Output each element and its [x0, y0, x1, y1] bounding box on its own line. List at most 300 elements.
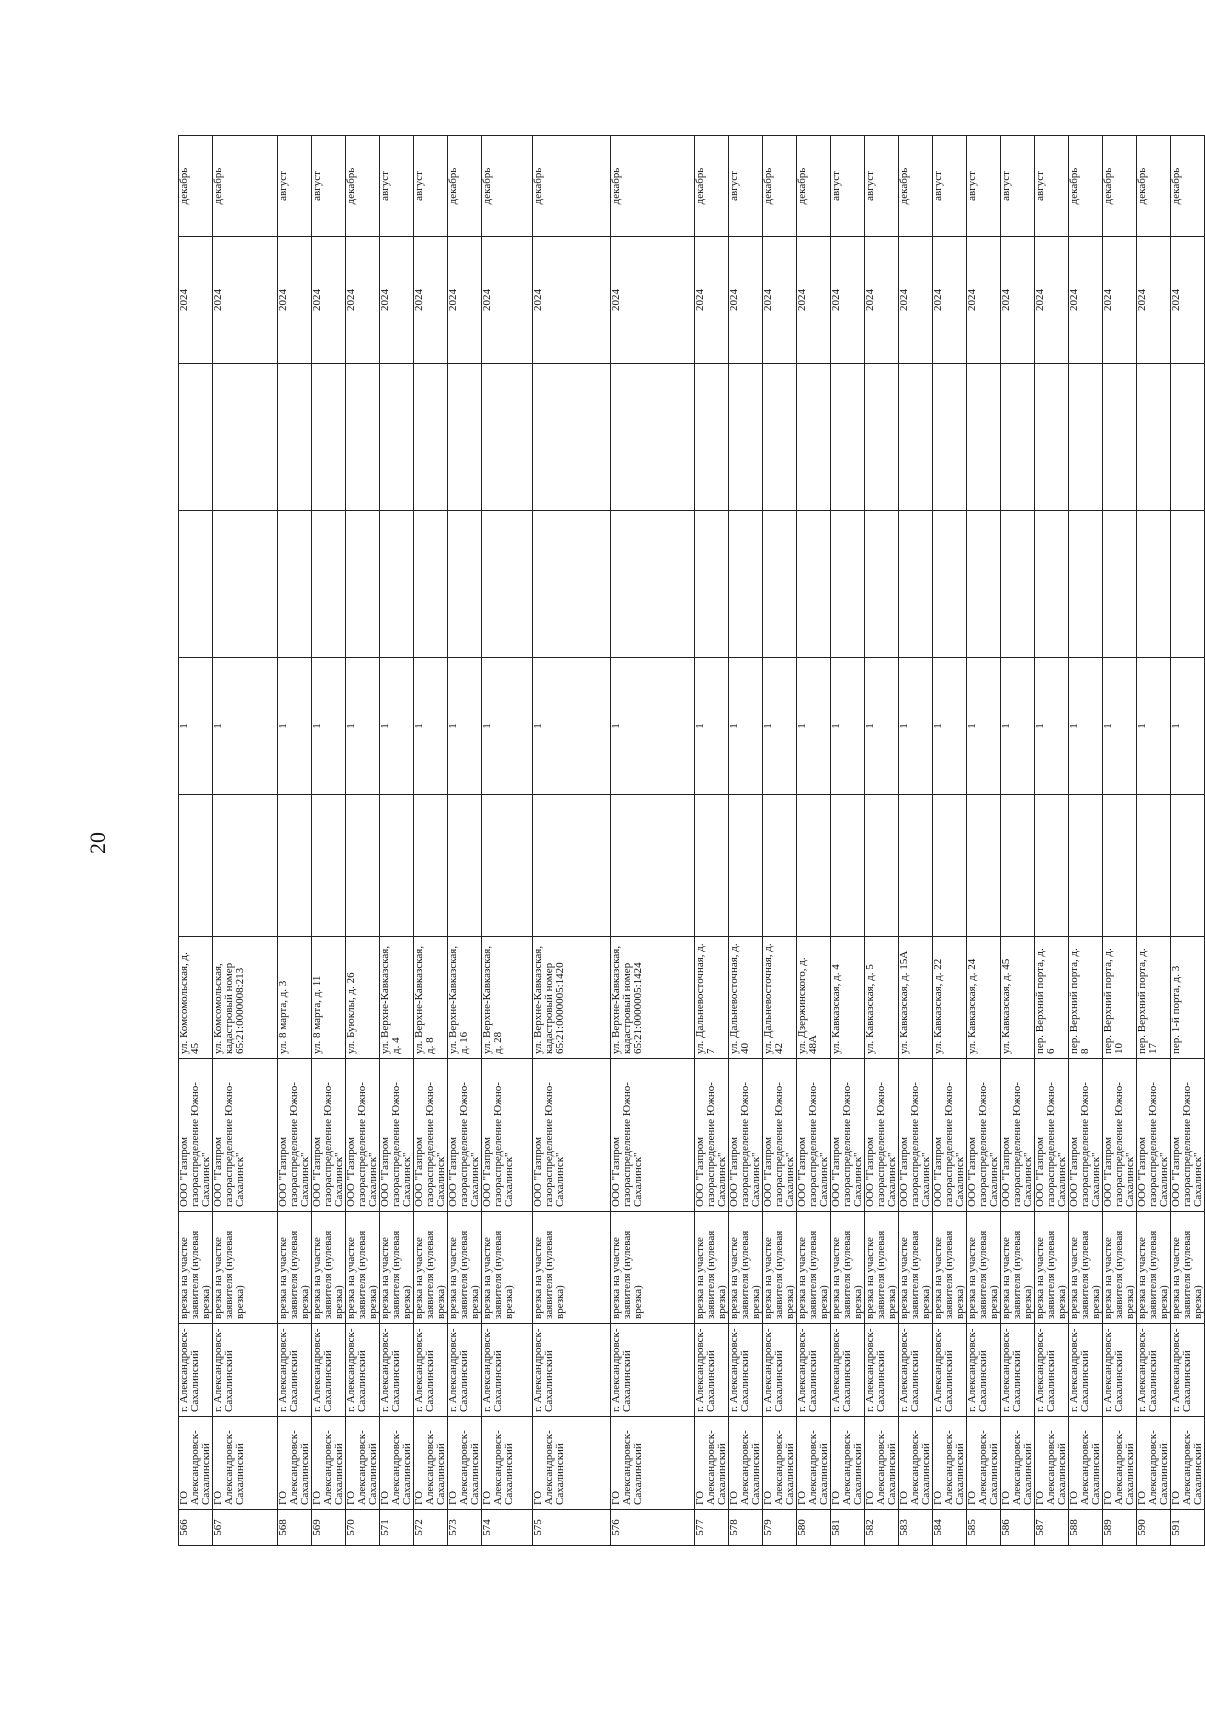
work-type-cell: врезка на участке заявителя (нулевая врезка) [277, 1212, 311, 1324]
row-number-cell: 586 [1001, 1510, 1035, 1546]
empty-cell-cell [277, 511, 311, 658]
empty-cell-cell [865, 511, 899, 658]
work-type-cell: врезка на участке заявителя (нулевая врезка) [695, 1212, 729, 1324]
work-type-cell: врезка на участке заявителя (нулевая врезка) [797, 1212, 831, 1324]
month-cell: декабрь [447, 136, 481, 237]
table-row [179, 136, 213, 1546]
quantity-cell: 1 [933, 658, 967, 795]
address-cell: пер. Верхний порта, д. 8 [1069, 937, 1103, 1059]
quantity-cell: 1 [533, 658, 611, 795]
address-cell: ул. Комсомольская, д. 45 [179, 937, 213, 1059]
empty-cell-cell [213, 795, 278, 937]
row-number-cell: 570 [345, 1510, 379, 1546]
year-cell: 2024 [533, 237, 611, 364]
quantity-cell: 1 [1069, 658, 1103, 795]
year-cell: 2024 [379, 237, 413, 364]
empty-cell-cell [379, 364, 413, 511]
work-type-cell: врезка на участке заявителя (нулевая врезка) [729, 1212, 763, 1324]
quantity-cell: 1 [763, 658, 797, 795]
municipal-district-cell: ГО Александровск-Сахалинский [1069, 1417, 1103, 1510]
row-number-cell: 569 [311, 1510, 345, 1546]
empty-cell-cell [1069, 511, 1103, 658]
address-cell: ул. 8 марта, д. 11 [311, 937, 345, 1059]
row-number-cell: 578 [729, 1510, 763, 1546]
table-row [967, 136, 1001, 1546]
municipal-district-cell: ГО Александровск-Сахалинский [797, 1417, 831, 1510]
empty-cell-cell [1035, 795, 1069, 937]
empty-cell-cell [933, 511, 967, 658]
table-row [763, 136, 797, 1546]
quantity-cell: 1 [865, 658, 899, 795]
table-row [865, 136, 899, 1546]
organization-cell: ООО "Газпром газораспределение Южно-Сахалинск" [865, 1059, 899, 1212]
work-type-cell: врезка на участке заявителя (нулевая врезка) [413, 1212, 447, 1324]
month-cell: декабрь [533, 136, 611, 237]
empty-cell-cell [311, 364, 345, 511]
row-number-cell: 583 [899, 1510, 933, 1546]
empty-cell-cell [899, 511, 933, 658]
organization-cell: ООО "Газпром газораспределение Южно-Сахалинск" [1171, 1059, 1205, 1212]
empty-cell-cell [797, 795, 831, 937]
table-row [899, 136, 933, 1546]
settlement-cell: г. Александровск-Сахалинский [695, 1324, 729, 1417]
settlement-cell: г. Александровск-Сахалинский [213, 1324, 278, 1417]
municipal-district-cell: ГО Александровск-Сахалинский [447, 1417, 481, 1510]
year-cell: 2024 [345, 237, 379, 364]
quantity-cell: 1 [1103, 658, 1137, 795]
empty-cell-cell [865, 364, 899, 511]
work-type-cell: врезка на участке заявителя (нулевая врезка) [933, 1212, 967, 1324]
empty-cell-cell [933, 795, 967, 937]
year-cell: 2024 [831, 237, 865, 364]
municipal-district-cell: ГО Александровск-Сахалинский [345, 1417, 379, 1510]
address-cell: пер. Верхний порта, д. 17 [1137, 937, 1171, 1059]
table-row [695, 136, 729, 1546]
empty-cell-cell [1171, 511, 1205, 658]
organization-cell: ООО "Газпром газораспределение Южно-Сахалинск" [933, 1059, 967, 1212]
year-cell: 2024 [865, 237, 899, 364]
settlement-cell: г. Александровск-Сахалинский [1137, 1324, 1171, 1417]
work-type-cell: врезка на участке заявителя (нулевая врезка) [611, 1212, 695, 1324]
municipal-district-cell: ГО Александровск-Сахалинский [1035, 1417, 1069, 1510]
settlement-cell: г. Александровск-Сахалинский [933, 1324, 967, 1417]
year-cell: 2024 [611, 237, 695, 364]
municipal-district-cell: ГО Александровск-Сахалинский [933, 1417, 967, 1510]
month-cell: декабрь [763, 136, 797, 237]
empty-cell-cell [865, 795, 899, 937]
year-cell: 2024 [277, 237, 311, 364]
year-cell: 2024 [1103, 237, 1137, 364]
quantity-cell: 1 [345, 658, 379, 795]
empty-cell-cell [179, 511, 213, 658]
month-cell: декабрь [1103, 136, 1137, 237]
quantity-cell: 1 [413, 658, 447, 795]
work-type-cell: врезка на участке заявителя (нулевая врезка) [1069, 1212, 1103, 1324]
empty-cell-cell [213, 511, 278, 658]
year-cell: 2024 [1069, 237, 1103, 364]
month-cell: август [277, 136, 311, 237]
settlement-cell: г. Александровск-Сахалинский [481, 1324, 533, 1417]
month-cell: август [933, 136, 967, 237]
work-type-cell: врезка на участке заявителя (нулевая врезка) [865, 1212, 899, 1324]
empty-cell-cell [413, 795, 447, 937]
quantity-cell: 1 [481, 658, 533, 795]
municipal-district-cell: ГО Александровск-Сахалинский [763, 1417, 797, 1510]
table-row [1069, 136, 1103, 1546]
empty-cell-cell [1171, 364, 1205, 511]
empty-cell-cell [1137, 364, 1171, 511]
empty-cell-cell [413, 364, 447, 511]
work-type-cell: врезка на участке заявителя (нулевая врезка) [967, 1212, 1001, 1324]
empty-cell-cell [379, 511, 413, 658]
row-number-cell: 585 [967, 1510, 1001, 1546]
month-cell: август [379, 136, 413, 237]
row-number-cell: 566 [179, 1510, 213, 1546]
work-type-cell: врезка на участке заявителя (нулевая врезка) [179, 1212, 213, 1324]
work-type-cell: врезка на участке заявителя (нулевая врезка) [345, 1212, 379, 1324]
empty-cell-cell [179, 364, 213, 511]
empty-cell-cell [611, 795, 695, 937]
year-cell: 2024 [933, 237, 967, 364]
row-number-cell: 574 [481, 1510, 533, 1546]
page-number: 20 [85, 832, 110, 854]
empty-cell-cell [967, 364, 1001, 511]
municipal-district-cell: ГО Александровск-Сахалинский [967, 1417, 1001, 1510]
quantity-cell: 1 [277, 658, 311, 795]
organization-cell: ООО "Газпром газораспределение Южно-Сахалинск" [729, 1059, 763, 1212]
table-row [933, 136, 967, 1546]
empty-cell-cell [179, 795, 213, 937]
table-row [1103, 136, 1137, 1546]
month-cell: август [311, 136, 345, 237]
year-cell: 2024 [213, 237, 278, 364]
month-cell: август [865, 136, 899, 237]
empty-cell-cell [1069, 795, 1103, 937]
empty-cell-cell [311, 511, 345, 658]
row-number-cell: 587 [1035, 1510, 1069, 1546]
settlement-cell: г. Александровск-Сахалинский [1069, 1324, 1103, 1417]
municipal-district-cell: ГО Александровск-Сахалинский [1103, 1417, 1137, 1510]
settlement-cell: г. Александровск-Сахалинский [533, 1324, 611, 1417]
municipal-district-cell: ГО Александровск-Сахалинский [277, 1417, 311, 1510]
year-cell: 2024 [967, 237, 1001, 364]
empty-cell-cell [345, 511, 379, 658]
address-cell: ул. Верхне-Кавказская, д. 4 [379, 937, 413, 1059]
empty-cell-cell [345, 364, 379, 511]
table-row [379, 136, 413, 1546]
municipal-district-cell: ГО Александровск-Сахалинский [729, 1417, 763, 1510]
address-cell: ул. 8 марта, д. 3 [277, 937, 311, 1059]
year-cell: 2024 [481, 237, 533, 364]
empty-cell-cell [899, 364, 933, 511]
municipal-district-cell: ГО Александровск-Сахалинский [865, 1417, 899, 1510]
month-cell: декабрь [213, 136, 278, 237]
work-type-cell: врезка на участке заявителя (нулевая врезка) [1137, 1212, 1171, 1324]
municipal-district-cell: ГО Александровск-Сахалинский [831, 1417, 865, 1510]
empty-cell-cell [695, 511, 729, 658]
settlement-cell: г. Александровск-Сахалинский [797, 1324, 831, 1417]
empty-cell-cell [213, 364, 278, 511]
settlement-cell: г. Александровск-Сахалинский [379, 1324, 413, 1417]
address-cell: ул. Буюклы, д. 26 [345, 937, 379, 1059]
empty-cell-cell [729, 795, 763, 937]
table-body [179, 136, 1205, 1546]
empty-cell-cell [345, 795, 379, 937]
settlement-cell: г. Александровск-Сахалинский [899, 1324, 933, 1417]
organization-cell: ООО "Газпром газораспределение Южно-Сахалинск" [797, 1059, 831, 1212]
organization-cell: ООО "Газпром газораспределение Южно-Сахалинск" [277, 1059, 311, 1212]
settlement-cell: г. Александровск-Сахалинский [1171, 1324, 1205, 1417]
month-cell: декабрь [345, 136, 379, 237]
row-number-cell: 573 [447, 1510, 481, 1546]
table-row [213, 136, 278, 1546]
work-type-cell: врезка на участке заявителя (нулевая врезка) [1103, 1212, 1137, 1324]
table-row [1035, 136, 1069, 1546]
address-cell: ул. Дальневосточная, д. 40 [729, 937, 763, 1059]
organization-cell: ООО "Газпром газораспределение Южно-Сахалинск" [831, 1059, 865, 1212]
year-cell: 2024 [695, 237, 729, 364]
table-row [345, 136, 379, 1546]
settlement-cell: г. Александровск-Сахалинский [763, 1324, 797, 1417]
empty-cell-cell [899, 795, 933, 937]
empty-cell-cell [797, 511, 831, 658]
row-number-cell: 568 [277, 1510, 311, 1546]
empty-cell-cell [1137, 511, 1171, 658]
month-cell: декабрь [611, 136, 695, 237]
month-cell: август [967, 136, 1001, 237]
municipal-district-cell: ГО Александровск-Сахалинский [1171, 1417, 1205, 1510]
empty-cell-cell [933, 364, 967, 511]
year-cell: 2024 [413, 237, 447, 364]
row-number-cell: 588 [1069, 1510, 1103, 1546]
municipal-district-cell: ГО Александровск-Сахалинский [481, 1417, 533, 1510]
empty-cell-cell [1171, 795, 1205, 937]
row-number-cell: 590 [1137, 1510, 1171, 1546]
address-cell: ул. Кавказская, д. 4 [831, 937, 865, 1059]
municipal-district-cell: ГО Александровск-Сахалинский [533, 1417, 611, 1510]
row-number-cell: 591 [1171, 1510, 1205, 1546]
address-cell: ул. Кавказская, д. 15А [899, 937, 933, 1059]
organization-cell: ООО "Газпром газораспределение Южно-Сахалинск" [1137, 1059, 1171, 1212]
organization-cell: ООО "Газпром газораспределение Южно-Сахалинск" [1001, 1059, 1035, 1212]
empty-cell-cell [797, 364, 831, 511]
work-type-cell: врезка на участке заявителя (нулевая врезка) [447, 1212, 481, 1324]
organization-cell: ООО "Газпром газораспределение Южно-Сахалинск" [179, 1059, 213, 1212]
year-cell: 2024 [311, 237, 345, 364]
empty-cell-cell [729, 511, 763, 658]
address-cell: ул. Верхне-Кавказская, д. 28 [481, 937, 533, 1059]
municipal-district-cell: ГО Александровск-Сахалинский [695, 1417, 729, 1510]
quantity-cell: 1 [831, 658, 865, 795]
settlement-cell: г. Александровск-Сахалинский [277, 1324, 311, 1417]
municipal-district-cell: ГО Александровск-Сахалинский [213, 1417, 278, 1510]
organization-cell: ООО "Газпром газораспределение Южно-Сахалинск" [1035, 1059, 1069, 1212]
registry-table [178, 135, 1205, 1546]
table-row [533, 136, 611, 1546]
empty-cell-cell [967, 511, 1001, 658]
empty-cell-cell [1035, 511, 1069, 658]
quantity-cell: 1 [967, 658, 1001, 795]
address-cell: ул. Кавказская, д. 24 [967, 937, 1001, 1059]
year-cell: 2024 [1137, 237, 1171, 364]
empty-cell-cell [1035, 364, 1069, 511]
year-cell: 2024 [797, 237, 831, 364]
empty-cell-cell [481, 364, 533, 511]
empty-cell-cell [1069, 364, 1103, 511]
month-cell: август [413, 136, 447, 237]
address-cell: ул. Дзержинского, д. 48А [797, 937, 831, 1059]
address-cell: пер. Верхний порта, д. 6 [1035, 937, 1069, 1059]
empty-cell-cell [533, 795, 611, 937]
month-cell: декабрь [1069, 136, 1103, 237]
work-type-cell: врезка на участке заявителя (нулевая врезка) [1035, 1212, 1069, 1324]
month-cell: декабрь [899, 136, 933, 237]
organization-cell: ООО "Газпром газораспределение Южно-Сахалинск" [763, 1059, 797, 1212]
table-row [611, 136, 695, 1546]
empty-cell-cell [763, 795, 797, 937]
year-cell: 2024 [1035, 237, 1069, 364]
empty-cell-cell [831, 795, 865, 937]
settlement-cell: г. Александровск-Сахалинский [611, 1324, 695, 1417]
empty-cell-cell [447, 511, 481, 658]
organization-cell: ООО "Газпром газораспределение Южно-Сахалинск" [695, 1059, 729, 1212]
month-cell: август [729, 136, 763, 237]
empty-cell-cell [447, 795, 481, 937]
municipal-district-cell: ГО Александровск-Сахалинский [179, 1417, 213, 1510]
work-type-cell: врезка на участке заявителя (нулевая врезка) [213, 1212, 278, 1324]
organization-cell: ООО "Газпром газораспределение Южно-Сахалинск" [379, 1059, 413, 1212]
year-cell: 2024 [729, 237, 763, 364]
municipal-district-cell: ГО Александровск-Сахалинский [379, 1417, 413, 1510]
work-type-cell: врезка на участке заявителя (нулевая врезка) [831, 1212, 865, 1324]
year-cell: 2024 [179, 237, 213, 364]
address-cell: ул. Комсомольская, кадастровый номер 65:21:0000008:213 [213, 937, 278, 1059]
work-type-cell: врезка на участке заявителя (нулевая врезка) [1001, 1212, 1035, 1324]
row-number-cell: 584 [933, 1510, 967, 1546]
address-cell: ул. Кавказская, д. 22 [933, 937, 967, 1059]
row-number-cell: 579 [763, 1510, 797, 1546]
empty-cell-cell [1103, 511, 1137, 658]
settlement-cell: г. Александровск-Сахалинский [179, 1324, 213, 1417]
row-number-cell: 582 [865, 1510, 899, 1546]
empty-cell-cell [763, 364, 797, 511]
quantity-cell: 1 [729, 658, 763, 795]
empty-cell-cell [533, 511, 611, 658]
work-type-cell: врезка на участке заявителя (нулевая врезка) [481, 1212, 533, 1324]
quantity-cell: 1 [379, 658, 413, 795]
address-cell: ул. Кавказская, д. 5 [865, 937, 899, 1059]
empty-cell-cell [831, 364, 865, 511]
empty-cell-cell [1137, 795, 1171, 937]
organization-cell: ООО "Газпром газораспределение Южно-Сахалинск" [413, 1059, 447, 1212]
settlement-cell: г. Александровск-Сахалинский [1103, 1324, 1137, 1417]
address-cell: ул. Дальневосточная, д. 7 [695, 937, 729, 1059]
organization-cell: ООО "Газпром газораспределение Южно-Сахалинск" [899, 1059, 933, 1212]
quantity-cell: 1 [179, 658, 213, 795]
empty-cell-cell [413, 511, 447, 658]
municipal-district-cell: ГО Александровск-Сахалинский [899, 1417, 933, 1510]
address-cell: ул. Дальневосточная, д. 42 [763, 937, 797, 1059]
row-number-cell: 577 [695, 1510, 729, 1546]
table-row [1001, 136, 1035, 1546]
organization-cell: ООО "Газпром газораспределение Южно-Сахалинск" [533, 1059, 611, 1212]
empty-cell-cell [311, 795, 345, 937]
organization-cell: ООО "Газпром газораспределение Южно-Сахалинск" [967, 1059, 1001, 1212]
quantity-cell: 1 [311, 658, 345, 795]
quantity-cell: 1 [447, 658, 481, 795]
organization-cell: ООО "Газпром газораспределение Южно-Сахалинск" [345, 1059, 379, 1212]
address-cell: пер. 1-й порта, д. 3 [1171, 937, 1205, 1059]
empty-cell-cell [763, 511, 797, 658]
empty-cell-cell [1103, 795, 1137, 937]
empty-cell-cell [277, 795, 311, 937]
quantity-cell: 1 [1035, 658, 1069, 795]
empty-cell-cell [1103, 364, 1137, 511]
settlement-cell: г. Александровск-Сахалинский [345, 1324, 379, 1417]
month-cell: декабрь [797, 136, 831, 237]
quantity-cell: 1 [213, 658, 278, 795]
row-number-cell: 571 [379, 1510, 413, 1546]
settlement-cell: г. Александровск-Сахалинский [967, 1324, 1001, 1417]
empty-cell-cell [277, 364, 311, 511]
settlement-cell: г. Александровск-Сахалинский [1035, 1324, 1069, 1417]
work-type-cell: врезка на участке заявителя (нулевая врезка) [311, 1212, 345, 1324]
municipal-district-cell: ГО Александровск-Сахалинский [311, 1417, 345, 1510]
empty-cell-cell [695, 795, 729, 937]
row-number-cell: 580 [797, 1510, 831, 1546]
settlement-cell: г. Александровск-Сахалинский [729, 1324, 763, 1417]
table-row [447, 136, 481, 1546]
address-cell: ул. Кавказская, д. 45 [1001, 937, 1035, 1059]
address-cell: ул. Верхне-Кавказская, д. 8 [413, 937, 447, 1059]
empty-cell-cell [611, 364, 695, 511]
organization-cell: ООО "Газпром газораспределение Южно-Сахалинск" [447, 1059, 481, 1212]
municipal-district-cell: ГО Александровск-Сахалинский [413, 1417, 447, 1510]
empty-cell-cell [379, 795, 413, 937]
empty-cell-cell [1001, 511, 1035, 658]
organization-cell: ООО "Газпром газораспределение Южно-Сахалинск" [1103, 1059, 1137, 1212]
year-cell: 2024 [447, 237, 481, 364]
settlement-cell: г. Александровск-Сахалинский [1001, 1324, 1035, 1417]
year-cell: 2024 [899, 237, 933, 364]
work-type-cell: врезка на участке заявителя (нулевая врезка) [899, 1212, 933, 1324]
row-number-cell: 567 [213, 1510, 278, 1546]
month-cell: декабрь [1137, 136, 1171, 237]
month-cell: декабрь [1171, 136, 1205, 237]
table-row [1171, 136, 1205, 1546]
address-cell: ул. Верхне-Кавказская, кадастровый номер 65:21:0000005:1424 [611, 937, 695, 1059]
month-cell: август [1001, 136, 1035, 237]
row-number-cell: 581 [831, 1510, 865, 1546]
table-row [797, 136, 831, 1546]
month-cell: декабрь [695, 136, 729, 237]
organization-cell: ООО "Газпром газораспределение Южно-Сахалинск" [1069, 1059, 1103, 1212]
month-cell: август [1035, 136, 1069, 237]
work-type-cell: врезка на участке заявителя (нулевая врезка) [533, 1212, 611, 1324]
row-number-cell: 576 [611, 1510, 695, 1546]
table-row [729, 136, 763, 1546]
quantity-cell: 1 [899, 658, 933, 795]
table-row [1137, 136, 1171, 1546]
municipal-district-cell: ГО Александровск-Сахалинский [1137, 1417, 1171, 1510]
quantity-cell: 1 [611, 658, 695, 795]
quantity-cell: 1 [797, 658, 831, 795]
empty-cell-cell [533, 364, 611, 511]
year-cell: 2024 [763, 237, 797, 364]
month-cell: декабрь [481, 136, 533, 237]
quantity-cell: 1 [695, 658, 729, 795]
empty-cell-cell [1001, 364, 1035, 511]
